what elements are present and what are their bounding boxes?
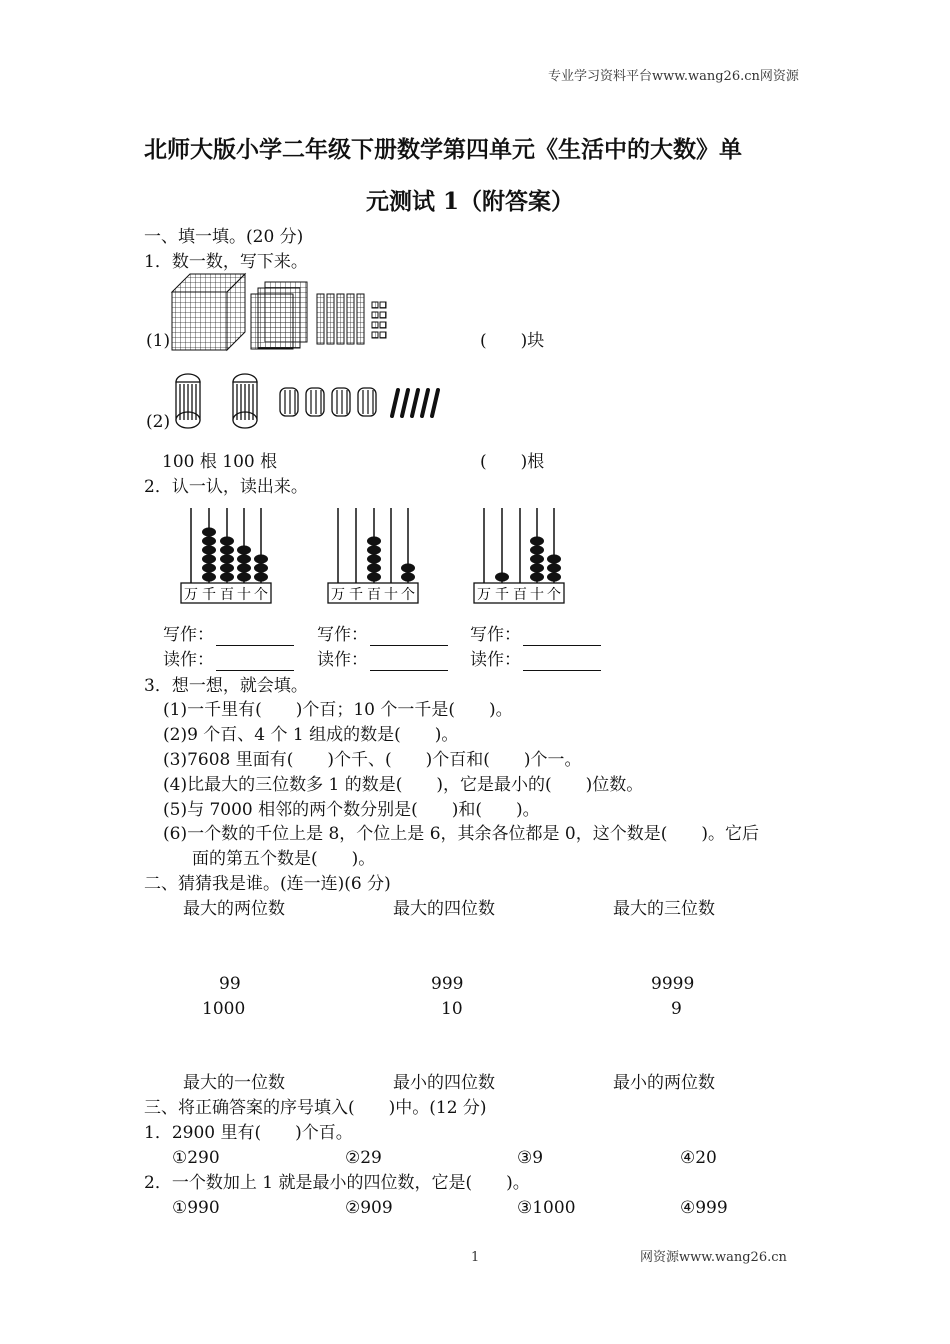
match-bottom-label-1[interactable]: 最大的一位数 <box>183 1073 285 1093</box>
abacus-bead <box>220 554 234 563</box>
abacus-bead <box>202 554 216 563</box>
abacus-place-label: 千 <box>202 587 216 603</box>
read-label: 读作： <box>470 650 521 670</box>
abacus-bead <box>202 536 216 545</box>
abacus-place-label: 十 <box>237 587 251 603</box>
abacus-bead <box>202 527 216 536</box>
abacus-bead <box>547 572 561 581</box>
q3-item-2: (2)9 个百、4 个 1 组成的数是( )。 <box>163 725 459 745</box>
abacus-bead <box>220 563 234 572</box>
read-label: 读作： <box>163 650 214 670</box>
stick-bundles-image <box>170 370 450 430</box>
abacus2-write-row <box>317 624 448 646</box>
abacus-bead <box>202 545 216 554</box>
match-number-9999[interactable]: 9999 <box>651 974 695 994</box>
abacus-place-label: 千 <box>349 587 363 603</box>
abacus-bead <box>254 563 268 572</box>
abacus-place-label: 个 <box>401 587 415 603</box>
abacus-bead <box>530 536 544 545</box>
write-label: 写作： <box>470 625 521 645</box>
abacus-place-label: 千 <box>495 587 509 603</box>
abacus3-write-row <box>470 624 601 646</box>
match-number-9[interactable]: 9 <box>671 999 682 1019</box>
read-blank-1[interactable] <box>216 654 294 671</box>
write-blank-1[interactable] <box>216 629 294 646</box>
q1-item2-number: (2) <box>146 412 171 432</box>
q3-prompt: 3．想一想，就会填。 <box>144 676 308 696</box>
abacus-bead <box>401 572 415 581</box>
read-label: 读作： <box>317 650 368 670</box>
section3-heading: 三、将正确答案的序号填入( )中。(12 分) <box>144 1098 487 1118</box>
s3-q2-option-1[interactable]: ①990 <box>172 1198 220 1218</box>
write-label: 写作： <box>317 625 368 645</box>
q1-item2-answer[interactable]: ( )根 <box>480 452 545 472</box>
write-blank-2[interactable] <box>370 629 448 646</box>
match-bottom-label-3[interactable]: 最小的两位数 <box>613 1073 715 1093</box>
abacus-bead <box>367 554 381 563</box>
abacus-place-label: 十 <box>530 587 544 603</box>
s3-q2-option-3[interactable]: ③1000 <box>517 1198 576 1218</box>
abacus-bead <box>530 563 544 572</box>
abacus-bead <box>547 563 561 572</box>
abacus-bead <box>220 536 234 545</box>
abacus-bead <box>367 563 381 572</box>
footer-site: 网资源www.wang26.cn <box>640 1250 787 1265</box>
match-top-label-1[interactable]: 最大的两位数 <box>183 899 285 919</box>
q1-item2-caption: 100 根 100 根 <box>162 452 278 472</box>
title-line-1: 北师大版小学二年级下册数学第四单元《生活中的大数》单 <box>144 136 742 163</box>
q1-prompt: 1．数一数，写下来。 <box>144 252 308 272</box>
q1-item1-answer[interactable]: ( )块 <box>480 331 545 351</box>
section1-heading: 一、填一填。(20 分) <box>144 227 304 247</box>
abacus-bead <box>401 563 415 572</box>
abacus-bead <box>220 545 234 554</box>
abacus3-read-row <box>470 649 601 671</box>
match-number-999[interactable]: 999 <box>431 974 464 994</box>
abacus-place-label: 个 <box>547 587 561 603</box>
q3-item-5: (5)与 7000 相邻的两个数分别是( )和( )。 <box>163 800 540 820</box>
abacus1-write-row <box>163 624 294 646</box>
s3-q1-option-2[interactable]: ②29 <box>345 1148 382 1168</box>
abacus-2 <box>327 505 422 605</box>
abacus-place-label: 万 <box>477 587 491 603</box>
q3-item-3: (3)7608 里面有( )个千、( )个百和( )个一。 <box>163 750 582 770</box>
abacus-1 <box>180 505 275 605</box>
abacus-bead <box>220 572 234 581</box>
q2-prompt: 2．认一认，读出来。 <box>144 477 308 497</box>
abacus-bead <box>237 554 251 563</box>
abacus-bead <box>202 572 216 581</box>
abacus-place-label: 百 <box>513 587 527 603</box>
abacus-bead <box>530 572 544 581</box>
section2-heading: 二、猜猜我是谁。(连一连)(6 分) <box>144 874 391 894</box>
abacus-bead <box>367 572 381 581</box>
abacus-bead <box>237 545 251 554</box>
abacus-place-label: 万 <box>184 587 198 603</box>
s3-q2-option-4[interactable]: ④999 <box>680 1198 728 1218</box>
match-bottom-label-2[interactable]: 最小的四位数 <box>393 1073 495 1093</box>
s3-q1-option-1[interactable]: ①290 <box>172 1148 220 1168</box>
abacus1-read-row <box>163 649 294 671</box>
q3-item-1: (1)一千里有( )个百；10 个一千是( )。 <box>163 700 513 720</box>
read-blank-3[interactable] <box>523 654 601 671</box>
abacus-place-label: 个 <box>254 587 268 603</box>
match-top-label-2[interactable]: 最大的四位数 <box>393 899 495 919</box>
abacus-bead <box>530 554 544 563</box>
page-number: 1 <box>471 1250 480 1265</box>
q3-item-4: (4)比最大的三位数多 1 的数是( )，它是最小的( )位数。 <box>163 775 644 795</box>
match-number-99[interactable]: 99 <box>219 974 241 994</box>
read-blank-2[interactable] <box>370 654 448 671</box>
abacus-place-label: 百 <box>220 587 234 603</box>
abacus-bead <box>530 545 544 554</box>
abacus-bead <box>237 563 251 572</box>
abacus-3 <box>473 505 568 605</box>
s3-q1-prompt: 1．2900 里有( )个百。 <box>144 1123 353 1143</box>
match-number-10[interactable]: 10 <box>441 999 463 1019</box>
write-blank-3[interactable] <box>523 629 601 646</box>
abacus-place-label: 十 <box>384 587 398 603</box>
s3-q1-option-3[interactable]: ③9 <box>517 1148 544 1168</box>
q1-item1-number: (1) <box>146 331 171 351</box>
s3-q2-option-2[interactable]: ②909 <box>345 1198 393 1218</box>
write-label: 写作： <box>163 625 214 645</box>
abacus-bead <box>495 572 509 581</box>
abacus-bead <box>547 554 561 563</box>
title-line-2: 元测试 1（附答案） <box>366 188 575 215</box>
match-top-label-3[interactable]: 最大的三位数 <box>613 899 715 919</box>
abacus-bead <box>237 572 251 581</box>
abacus-place-label: 万 <box>331 587 345 603</box>
page-header: 专业学习资料平台www.wang26.cn网资源 <box>548 69 799 84</box>
abacus-bead <box>367 536 381 545</box>
match-number-1000[interactable]: 1000 <box>202 999 246 1019</box>
s3-q2-prompt: 2．一个数加上 1 就是最小的四位数，它是( )。 <box>144 1173 530 1193</box>
abacus-bead <box>367 545 381 554</box>
abacus-bead <box>202 563 216 572</box>
q3-item-6-cont: 面的第五个数是( )。 <box>192 849 376 869</box>
s3-q1-option-4[interactable]: ④20 <box>680 1148 717 1168</box>
abacus-bead <box>254 572 268 581</box>
abacus2-read-row <box>317 649 448 671</box>
abacus-place-label: 百 <box>367 587 381 603</box>
base-ten-blocks-image <box>170 272 400 352</box>
q3-item-6: (6)一个数的千位上是 8，个位上是 6，其余各位都是 0，这个数是( )。它后 <box>163 824 760 844</box>
abacus-bead <box>254 554 268 563</box>
